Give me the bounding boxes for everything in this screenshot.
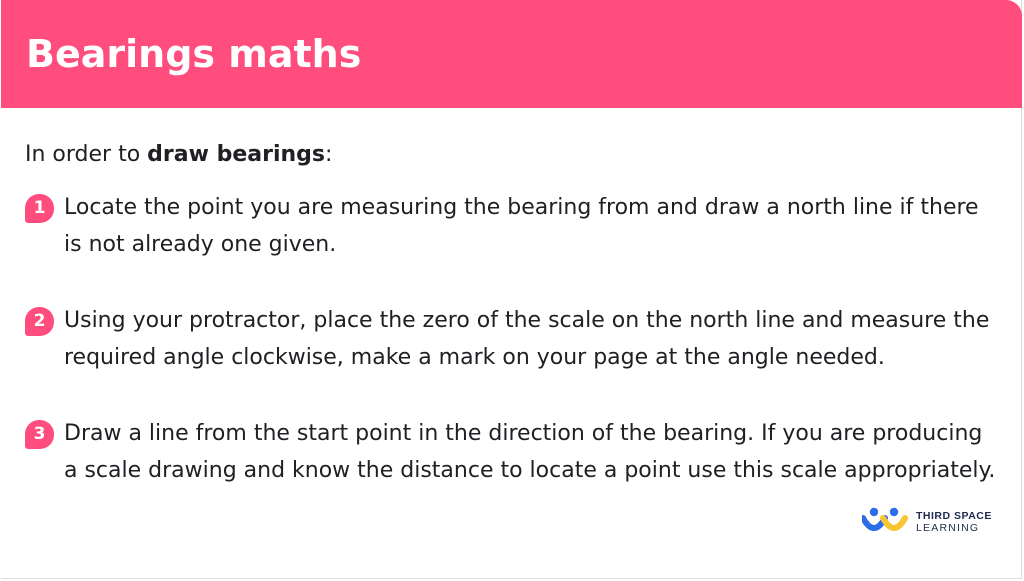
intro-emphasis: draw bearings: [147, 142, 326, 167]
step-3-badge: 3: [25, 420, 54, 449]
intro-lead: In order to: [25, 142, 148, 167]
intro-colon: :: [325, 142, 333, 167]
page-title: Bearings maths: [26, 32, 362, 76]
third-space-learning-logo: [862, 506, 1002, 540]
logo-line-2: LEARNING: [916, 522, 980, 534]
step-2-badge: 2: [25, 307, 54, 336]
step-1-text: Locate the point you are measuring the bearing from and draw a north line if there is not already one given.: [64, 195, 979, 257]
intro-text: [25, 140, 332, 170]
logo-mark-icon: [862, 506, 910, 538]
logo-line-1: THIRD SPACE: [916, 510, 992, 522]
step-1-badge: 1: [25, 194, 54, 223]
logo-wordmark: [916, 510, 992, 534]
step-3-text: Draw a line from the start point in the direction of the bearing. If you are producing a scale drawing and know the distance to locate a point use this scale appropriately.: [64, 421, 996, 483]
title-banner: [1, 0, 1022, 108]
step-2-text: Using your protractor, place the zero of the scale on the north line and measure the required angle clockwise, make a mark on your page at the angle needed.: [64, 308, 990, 370]
